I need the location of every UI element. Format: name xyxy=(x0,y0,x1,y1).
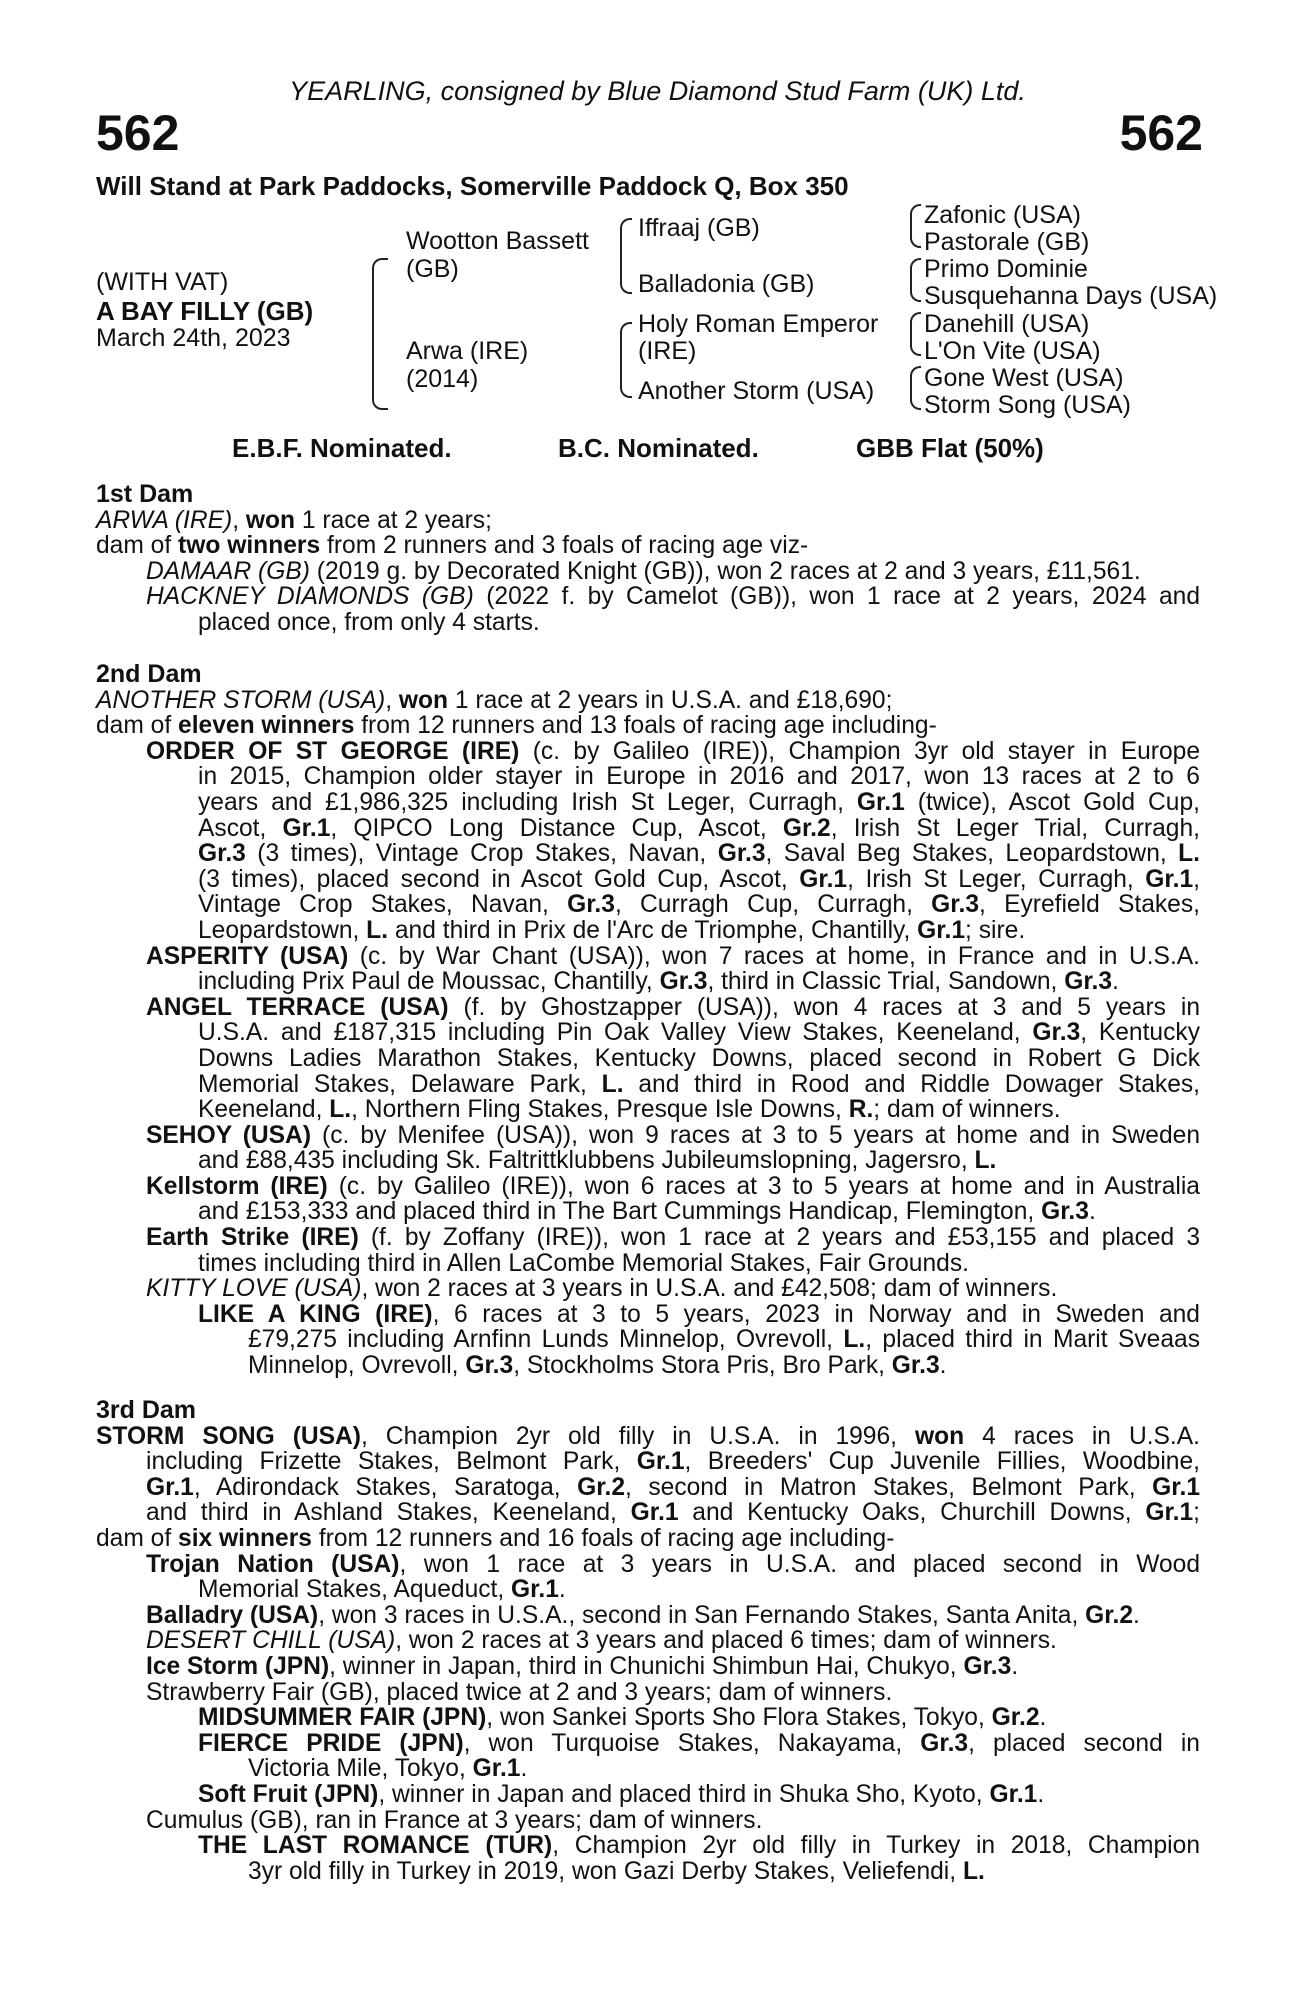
produce-entry-cont: in 2015, Champion older stayer in Europe in 2016 and 2017, won 13 races at 2 to 6 xyxy=(198,763,1200,791)
produce-entry-cont: placed once, from only 4 starts. xyxy=(198,608,540,636)
produce-entry-cont: Memorial Stakes, Aqueduct, Gr.1. xyxy=(198,1576,566,1604)
consignment-line: YEARLING, consigned by Blue Diamond Stud Farm (UK) Ltd. xyxy=(289,76,1026,106)
pedigree-dam-year: (2014) xyxy=(406,365,479,393)
section-title: 3rd Dam xyxy=(96,1396,197,1424)
dam-produce-summary: dam of six winners from 12 runners and 16 foals of racing age including- xyxy=(96,1524,895,1552)
vat-note: (WITH VAT) xyxy=(96,268,229,296)
produce-entry: SEHOY (USA) (c. by Menifee (USA)), won 9 races at 3 to 5 years at home and in Sweden xyxy=(146,1121,1200,1149)
produce-entry: Trojan Nation (USA), won 1 race at 3 years in U.S.A. and placed second in Wood xyxy=(146,1550,1200,1578)
pedigree-brace xyxy=(910,258,921,302)
produce-entry: KITTY LOVE (USA), won 2 races at 3 years in U.S.A. and £42,508; dam of winners. xyxy=(146,1275,1058,1303)
produce-entry: Soft Fruit (JPN), winner in Japan and placed third in Shuka Sho, Kyoto, Gr.1. xyxy=(198,1780,1045,1808)
pedigree-sire-sire: Iffraaj (GB) xyxy=(638,214,760,242)
produce-entry-cont: times including third in Allen LaCombe Memorial Stakes, Fair Grounds. xyxy=(198,1249,969,1277)
produce-entry: Kellstorm (IRE) (c. by Galileo (IRE)), won 6 races at 3 to 5 years at home and in Australia xyxy=(146,1172,1200,1200)
pedigree-brace xyxy=(620,322,632,398)
produce-entry-cont: Ascot, Gr.1, QIPCO Long Distance Cup, Ascot, Gr.2, Irish St Leger Trial, Curragh, xyxy=(198,814,1200,842)
pedigree-dam-sire-origin: (IRE) xyxy=(638,337,697,365)
pedigree-sire: Wootton Bassett xyxy=(406,227,589,255)
section-title: 1st Dam xyxy=(96,480,194,508)
pedigree-brace xyxy=(620,218,632,294)
produce-entry: Cumulus (GB), ran in France at 3 years; dam of winners. xyxy=(146,1806,763,1834)
produce-entry-cont: and £153,333 and placed third in The Bart Cummings Handicap, Flemington, Gr.3. xyxy=(198,1198,1096,1226)
pedigree-gg-4: Susquehanna Days (USA) xyxy=(924,282,1218,310)
produce-entry-cont: Memorial Stakes, Delaware Park, L. and third in Rood and Riddle Dowager Stakes, xyxy=(198,1070,1200,1098)
pedigree-gg-1: Zafonic (USA) xyxy=(924,201,1081,229)
pedigree-sire-dam: Balladonia (GB) xyxy=(638,270,815,298)
produce-entry-cont: and £88,435 including Sk. Faltrittklubbens Jubileumslopning, Jagersro, L. xyxy=(198,1147,997,1175)
pedigree-brace xyxy=(372,258,388,410)
produce-entry: Earth Strike (IRE) (f. by Zoffany (IRE)), won 1 race at 2 years and £53,155 and placed 3 xyxy=(146,1224,1200,1252)
dam-summary: ANOTHER STORM (USA), won 1 race at 2 years in U.S.A. and £18,690; xyxy=(96,686,893,714)
produce-entry-cont: Keeneland, L., Northern Fling Stakes, Presque Isle Downs, R.; dam of winners. xyxy=(198,1096,1061,1124)
produce-entry-cont: Vintage Crop Stakes, Navan, Gr.3, Curragh Cup, Curragh, Gr.3, Eyrefield Stakes, xyxy=(198,891,1200,919)
produce-entry: Ice Storm (JPN), winner in Japan, third in Chunichi Shimbun Hai, Chukyo, Gr.3. xyxy=(146,1652,1019,1680)
produce-entry: ASPERITY (USA) (c. by War Chant (USA)), won 7 races at home, in France and in U.S.A. xyxy=(146,942,1201,970)
pedigree-gg-8: Storm Song (USA) xyxy=(924,391,1132,419)
produce-entry: LIKE A KING (IRE), 6 races at 3 to 5 years, 2023 in Norway and in Sweden and xyxy=(198,1300,1200,1328)
pedigree-gg-3: Primo Dominie xyxy=(924,255,1088,283)
produce-entry: Balladry (USA), won 3 races in U.S.A., second in San Fernando Stakes, Santa Anita, Gr.2. xyxy=(146,1601,1140,1629)
horse-name: A BAY FILLY (GB) xyxy=(96,296,314,326)
nomination-bc: B.C. Nominated. xyxy=(558,433,759,463)
produce-entry: THE LAST ROMANCE (TUR), Champion 2yr old filly in Turkey in 2018, Champion xyxy=(198,1832,1200,1860)
produce-entry: Strawberry Fair (GB), placed twice at 2 and 3 years; dam of winners. xyxy=(146,1678,893,1706)
lot-number-left: 562 xyxy=(96,105,180,161)
produce-entry: MIDSUMMER FAIR (JPN), won Sankei Sports Sho Flora Stakes, Tokyo, Gr.2. xyxy=(198,1704,1047,1732)
dam-summary: STORM SONG (USA), Champion 2yr old filly in U.S.A. in 1996, won 4 races in U.S.A. xyxy=(96,1422,1201,1450)
produce-entry: ANGEL TERRACE (USA) (f. by Ghostzapper (USA)), won 4 races at 3 and 5 years in xyxy=(146,993,1200,1021)
pedigree-dam-sire: Holy Roman Emperor xyxy=(638,310,879,338)
stand-location: Will Stand at Park Paddocks, Somerville Paddock Q, Box 350 xyxy=(96,171,849,201)
produce-entry-cont: Minnelop, Ovrevoll, Gr.3, Stockholms Stora Pris, Bro Park, Gr.3. xyxy=(248,1352,947,1380)
produce-entry-cont: years and £1,986,325 including Irish St Leger, Curragh, Gr.1 (twice), Ascot Gold Cup, xyxy=(198,788,1200,816)
section-title: 2nd Dam xyxy=(96,660,202,688)
produce-entry: HACKNEY DIAMONDS (GB) (2022 f. by Camelot (GB)), won 1 race at 2 years, 2024 and xyxy=(146,583,1200,611)
produce-entry-cont: Downs Ladies Marathon Stakes, Kentucky Downs, placed second in Robert G Dick xyxy=(198,1044,1200,1072)
dam-produce-summary: dam of two winners from 2 runners and 3 foals of racing age viz- xyxy=(96,532,809,560)
produce-entry-cont: U.S.A. and £187,315 including Pin Oak Valley View Stakes, Keeneland, Gr.3, Kentucky xyxy=(198,1019,1200,1047)
foaling-date: March 24th, 2023 xyxy=(96,324,291,352)
second-dam-section xyxy=(96,662,1200,1379)
produce-entry-cont: including Prix Paul de Moussac, Chantilly, Gr.3, third in Classic Trial, Sandown, Gr.3. xyxy=(198,968,1119,996)
dam-produce-summary: dam of eleven winners from 12 runners and 13 foals of racing age including- xyxy=(96,712,937,740)
lot-number-right: 562 xyxy=(1119,105,1203,161)
dam-summary-cont: and third in Ashland Stakes, Keeneland, Gr.1 and Kentucky Oaks, Churchill Downs, Gr.1; xyxy=(146,1499,1201,1527)
produce-entry: ORDER OF ST GEORGE (IRE) (c. by Galileo (IRE)), Champion 3yr old stayer in Europe xyxy=(146,737,1200,765)
pedigree-dam-dam: Another Storm (USA) xyxy=(638,377,875,405)
pedigree-brace xyxy=(910,312,921,356)
produce-entry: DAMAAR (GB) (2019 g. by Decorated Knight (GB)), won 2 races at 2 and 3 years, £11,561. xyxy=(146,557,1141,585)
produce-entry-cont: £79,275 including Arnfinn Lunds Minnelop, Ovrevoll, L., placed third in Marit Sveaas xyxy=(248,1326,1200,1354)
produce-entry-cont: 3yr old filly in Turkey in 2019, won Gazi Derby Stakes, Veliefendi, L. xyxy=(248,1857,985,1885)
produce-entry-cont: Leopardstown, L. and third in Prix de l'Arc de Triomphe, Chantilly, Gr.1; sire. xyxy=(198,916,1026,944)
nomination-ebf: E.B.F. Nominated. xyxy=(232,433,452,463)
dam-summary-cont: including Frizette Stakes, Belmont Park, Gr.1, Breeders' Cup Juvenile Fillies, Woodbine, xyxy=(146,1448,1200,1476)
dam-summary: ARWA (IRE), won 1 race at 2 years; xyxy=(96,506,492,534)
produce-entry: FIERCE PRIDE (JPN), won Turquoise Stakes, Nakayama, Gr.3, placed second in xyxy=(198,1729,1200,1757)
pedigree-gg-7: Gone West (USA) xyxy=(924,364,1124,392)
pedigree-brace xyxy=(910,204,921,248)
produce-entry-cont: (3 times), placed second in Ascot Gold Cup, Ascot, Gr.1, Irish St Leger, Curragh, Gr.1, xyxy=(198,865,1200,893)
first-dam-section xyxy=(96,482,1200,636)
produce-entry-cont: Gr.3 (3 times), Vintage Crop Stakes, Navan, Gr.3, Saval Beg Stakes, Leopardstown, L. xyxy=(198,840,1200,868)
nomination-gbb: GBB Flat (50%) xyxy=(856,433,1044,463)
dam-summary-cont: Gr.1, Adirondack Stakes, Saratoga, Gr.2, second in Matron Stakes, Belmont Park, Gr.1 xyxy=(146,1473,1200,1501)
pedigree-sire-origin: (GB) xyxy=(406,255,459,283)
pedigree-gg-5: Danehill (USA) xyxy=(924,310,1090,338)
pedigree-dam: Arwa (IRE) xyxy=(406,337,529,365)
pedigree-gg-2: Pastorale (GB) xyxy=(924,228,1090,256)
third-dam-section xyxy=(96,1398,1200,1884)
pedigree-gg-6: L'On Vite (USA) xyxy=(924,337,1101,365)
produce-entry: DESERT CHILL (USA), won 2 races at 3 years and placed 6 times; dam of winners. xyxy=(146,1627,1057,1655)
produce-entry-cont: Victoria Mile, Tokyo, Gr.1. xyxy=(248,1755,528,1783)
pedigree-brace xyxy=(910,366,921,410)
